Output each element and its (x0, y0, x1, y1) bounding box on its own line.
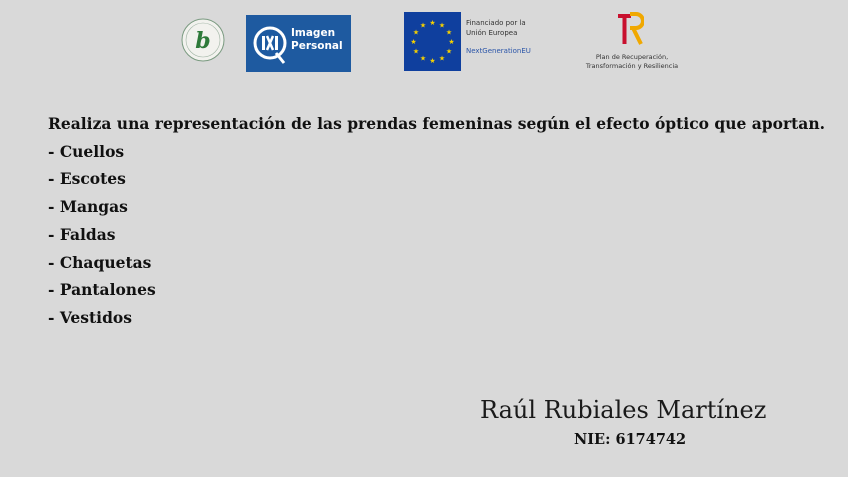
garment-list-item: - Mangas (48, 197, 128, 217)
garment-list-item: - Chaquetas (48, 252, 152, 272)
eu-star-icon: ★ (445, 47, 453, 56)
logo-bar (0, 0, 848, 90)
assignment-content (48, 110, 828, 332)
garment-list-item: - Pantalones (48, 280, 156, 300)
eu-star-icon: ★ (419, 21, 427, 30)
eu-star-icon: ★ (429, 57, 436, 65)
garment-list-item: - Escotes (48, 169, 126, 189)
garment-list-item: - Vestidos (48, 307, 132, 327)
ip-line-1: Imagen (291, 27, 336, 39)
ip-line-2: Personal (291, 40, 343, 52)
eu-star-icon: ★ (448, 38, 455, 46)
eu-line-3: NextGenerationEU (466, 47, 531, 55)
author-nie: NIE: 6174742 (574, 431, 687, 448)
tr-line-2: Transformación y Resiliencia (585, 62, 679, 70)
eu-star-icon: ★ (445, 28, 453, 37)
school-b-logo (180, 17, 226, 63)
garment-list (48, 138, 828, 332)
ip-emblem-icon (250, 15, 290, 72)
eu-star-icon: ★ (438, 21, 446, 30)
eu-star-icon: ★ (412, 47, 420, 56)
eu-star-icon: ★ (429, 19, 436, 27)
eu-star-icon: ★ (412, 28, 420, 37)
eu-star-icon: ★ (419, 54, 427, 63)
garment-list-item: - Cuellos (48, 141, 125, 161)
recovery-plan-tr-icon (618, 12, 644, 46)
eu-funding-text (466, 18, 531, 56)
tr-line-1: Plan de Recuperación, (595, 53, 669, 61)
svg-text:b: b (195, 28, 211, 54)
imagen-personal-logo (246, 15, 351, 72)
eu-flag-icon (404, 12, 461, 71)
eu-line-1: Financiado por la (466, 19, 526, 27)
eu-star-icon: ★ (410, 38, 417, 46)
author-name: Raúl Rubiales Martínez (480, 396, 767, 424)
recovery-plan-text (572, 53, 692, 71)
eu-line-2: Unión Europea (466, 29, 518, 37)
eu-star-icon: ★ (438, 54, 446, 63)
garment-list-item: - Faldas (48, 224, 116, 244)
instruction-text: Realiza una representación de las prendas femeninas según el efecto óptico que aportan. (48, 114, 825, 133)
